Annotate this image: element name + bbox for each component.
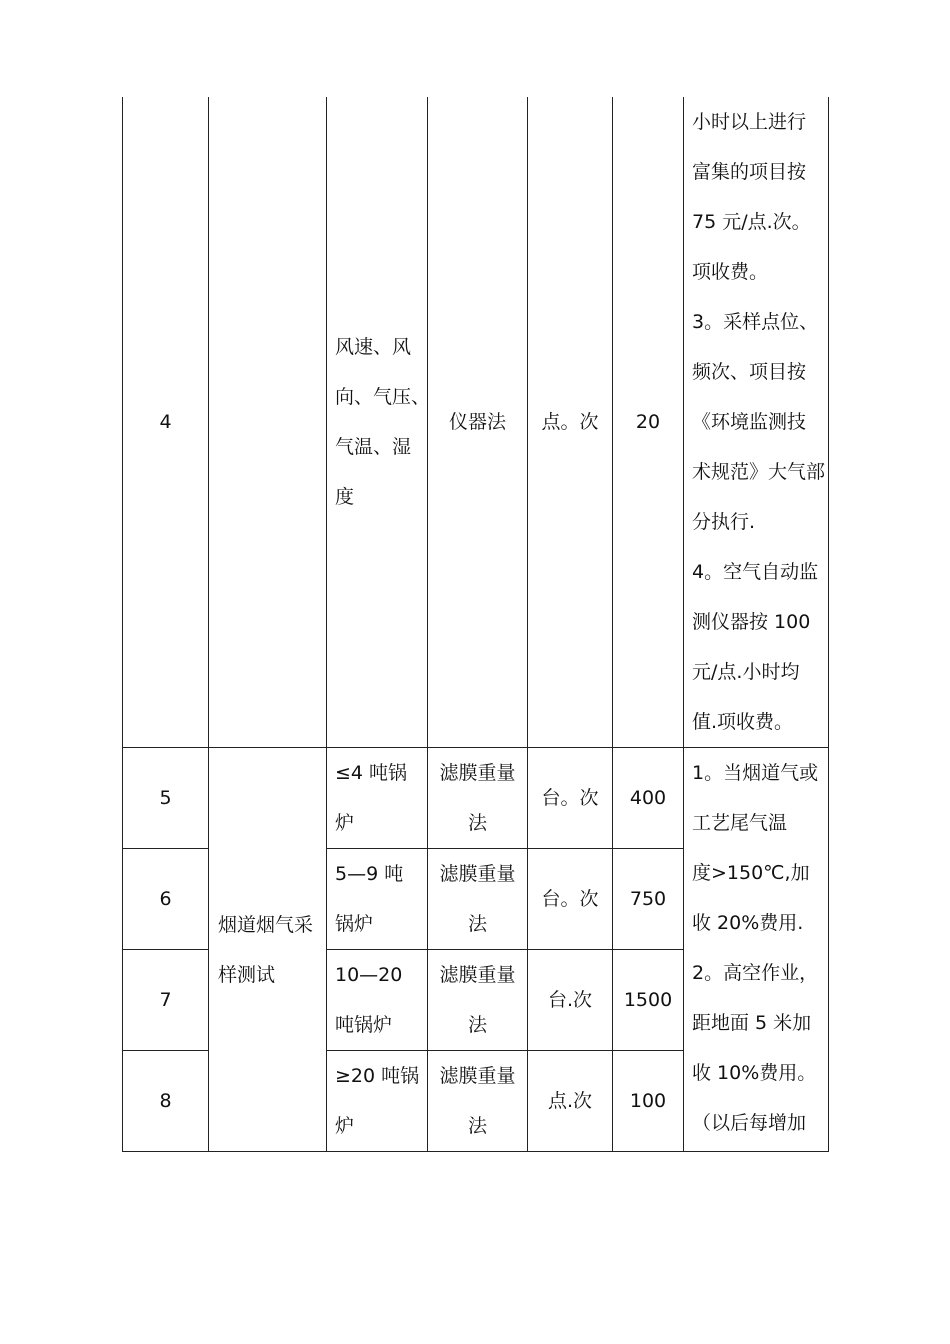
note-text-line: 度>150℃,加 [692,862,810,884]
method-text-line: 法 [467,812,487,834]
unit-cell: 台。次 [528,748,613,849]
row-number: 6 [123,849,209,950]
item-text-line: ≤4 吨锅 [335,762,408,784]
price-cell: 400 [613,748,684,849]
method-cell [428,950,528,1051]
method-text-line: 滤膜重量 [439,762,516,784]
item-text-line: 炉 [335,812,355,834]
note-text-line: 项收费。 [692,261,769,283]
category-cell [209,97,327,748]
item-text-line: 10—20 [335,964,403,986]
monitoring-fee-table [122,97,829,1152]
note-text-line: 75 元/点.次。 [692,211,811,233]
category-text-line: 样测试 [218,963,276,986]
method-cell [428,748,528,849]
note-text-line: 《环境监测技 [692,411,807,433]
category-text-line: 烟道烟气采 [218,913,314,936]
item-text-line: 风速、风 [335,336,412,358]
method-cell [428,1051,528,1152]
price-cell: 750 [613,849,684,950]
table-row [123,748,829,849]
note-text-line: 分执行. [692,511,756,533]
method-text-line: 滤膜重量 [439,1065,516,1087]
monitoring-item-cell [327,1051,428,1152]
item-text-line: ≥20 吨锅 [335,1065,420,1087]
row-number: 4 [123,97,209,748]
note-text-line: 收 10%费用。 [692,1062,817,1084]
item-text-line: 5—9 吨 [335,863,404,885]
row-number: 7 [123,950,209,1051]
method-text-line: 滤膜重量 [439,964,516,986]
note-text-line: 2。高空作业， [692,962,819,984]
unit-cell: 点.次 [528,1051,613,1152]
method-cell: 仪器法 [428,97,528,748]
note-text-line: 收 20%费用. [692,912,804,934]
table-row [123,97,829,748]
note-text-line: 小时以上进行 [692,111,807,133]
price-cell: 20 [613,97,684,748]
item-text-line: 向、气压、 [335,386,431,408]
monitoring-item-cell [327,950,428,1051]
note-text-line: 元/点.小时均 [692,661,800,683]
method-text-line: 法 [467,913,487,935]
item-text-line: 炉 [335,1115,355,1137]
row-number: 8 [123,1051,209,1152]
row-number: 5 [123,748,209,849]
category-cell [209,748,327,1152]
note-text-line: 工艺尾气温 [692,812,788,834]
note-text-line: 频次、项目按 [692,361,807,383]
unit-cell: 点。次 [528,97,613,748]
item-text-line: 锅炉 [335,913,374,935]
note-text-line: 4。空气自动监 [692,561,819,583]
unit-cell: 台.次 [528,950,613,1051]
method-text-line: 法 [467,1115,487,1137]
note-text-line: 值.项收费。 [692,711,794,733]
method-text-line: 滤膜重量 [439,863,516,885]
note-text-line: 术规范》大气部 [692,461,826,483]
monitoring-item-cell [327,849,428,950]
price-cell: 1500 [613,950,684,1051]
note-text-line: 1。当烟道气或 [692,762,819,784]
note-text-line: 3。采样点位、 [692,311,819,333]
method-cell [428,849,528,950]
item-text-line: 气温、湿 [335,436,412,458]
note-cell [684,748,829,1152]
note-text-line: 富集的项目按 [692,161,807,183]
monitoring-item-cell [327,97,431,748]
price-cell: 100 [613,1051,684,1152]
note-text-line: 距地面 5 米加 [692,1012,812,1034]
unit-cell: 台。次 [528,849,613,950]
note-text-line: （以后每增加 [692,1112,807,1134]
method-text-line: 法 [467,1014,487,1036]
monitoring-item-cell [327,748,428,849]
note-text-line: 测仪器按 100 [692,611,811,633]
item-text-line: 度 [335,486,355,508]
item-text-line: 吨锅炉 [335,1014,393,1036]
note-cell [684,97,829,748]
